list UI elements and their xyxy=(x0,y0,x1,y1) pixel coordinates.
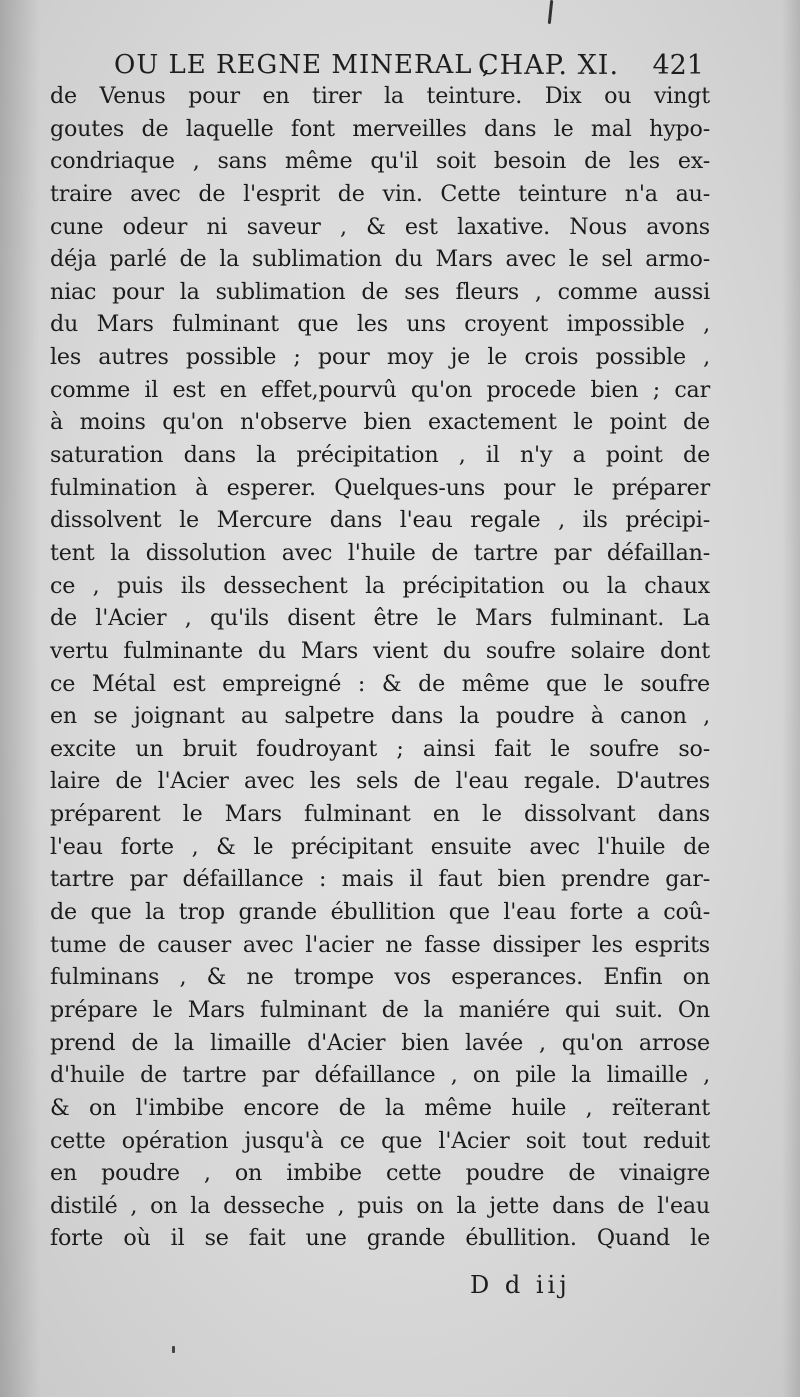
text-line: comme il est en effet,pourvû qu'on procede bien ; car xyxy=(50,376,710,403)
text-line: ce , puis ils dessechent la précipitation ou la chaux xyxy=(50,572,710,599)
text-line: de que la trop grande ébullition que l'eau forte a coû- xyxy=(50,899,710,926)
signature-mark: D d iij xyxy=(470,1271,571,1299)
text-line: à moins qu'on n'observe bien exactement le point de xyxy=(50,409,710,436)
page-number: 421 xyxy=(652,50,704,81)
ink-mark xyxy=(548,0,553,24)
text-line: laire de l'Acier avec les sels de l'eau regale. D'autres xyxy=(50,768,710,795)
text-line: déja parlé de la sublimation du Mars avec le sel armo- xyxy=(50,246,710,273)
text-line: les autres possible ; pour moy je le crois possible , xyxy=(50,344,710,371)
running-title: OU LE REGNE MINERAL , xyxy=(114,50,492,80)
text-line: distilé , on la desseche , puis on la jette dans de l'eau xyxy=(50,1192,710,1219)
text-line: cune odeur ni saveur , & est laxative. Nous avons xyxy=(50,213,710,240)
chapter-label: CHAP. XI. xyxy=(478,50,620,81)
text-line: d'huile de tartre par défaillance , on pile la limaille , xyxy=(50,1062,710,1089)
text-line: dissolvent le Mercure dans l'eau regale , ils précipi- xyxy=(50,507,710,534)
text-line: de Venus pour en tirer la teinture. Dix ou vingt xyxy=(50,83,710,109)
text-line: tent la dissolution avec l'huile de tartre par défaillan- xyxy=(50,539,710,566)
text-line: ce Métal est empreigné : & de même que le soufre xyxy=(50,670,710,697)
body-text xyxy=(50,80,710,1255)
text-line: & on l'imbibe encore de la même huile , reïterant xyxy=(50,1094,710,1121)
text-line: saturation dans la précipitation , il n'y a point de xyxy=(50,442,710,469)
text-line: vertu fulminante du Mars vient du soufre solaire dont xyxy=(50,637,710,664)
text-line: fulminans , & ne trompe vos esperances. Enfin on xyxy=(50,964,710,991)
text-line: préparent le Mars fulminant en le dissolvant dans xyxy=(50,801,710,828)
text-line: traire avec de l'esprit de vin. Cette teinture n'a au- xyxy=(50,180,710,207)
text-line: excite un bruit foudroyant ; ainsi fait le soufre so- xyxy=(50,735,710,762)
text-line: prépare le Mars fulminant de la maniére qui suit. On xyxy=(50,996,710,1023)
edge-shadow xyxy=(782,0,800,1397)
text-line: goutes de laquelle font merveilles dans le mal hypo- xyxy=(50,115,710,142)
text-line: l'eau forte , & le précipitant ensuite avec l'huile de xyxy=(50,833,710,860)
text-line: tartre par défaillance : mais il faut bien prendre gar- xyxy=(50,866,710,893)
text-line: cette opération jusqu'à ce que l'Acier soit tout reduit xyxy=(50,1127,710,1154)
text-line: tume de causer avec l'acier ne fasse dissiper les esprits xyxy=(50,931,710,958)
text-line: condriaque , sans même qu'il soit besoin de les ex- xyxy=(50,148,710,175)
text-line: de l'Acier , qu'ils disent être le Mars fulminant. La xyxy=(50,605,710,632)
text-line: en se joignant au salpetre dans la poudre à canon , xyxy=(50,703,710,730)
text-line: forte où il se fait une grande ébullition. Quand le xyxy=(50,1225,710,1252)
text-line: prend de la limaille d'Acier bien lavée , qu'on arrose xyxy=(50,1029,710,1056)
text-line: en poudre , on imbibe cette poudre de vinaigre xyxy=(50,1160,710,1187)
ink-speck xyxy=(172,1346,175,1353)
text-line: du Mars fulminant que les uns croyent impossible , xyxy=(50,311,710,338)
text-line: fulmination à esperer. Quelques-uns pour le préparer xyxy=(50,474,710,501)
gutter-shadow xyxy=(0,0,40,1397)
text-line: niac pour la sublimation de ses fleurs , comme aussi xyxy=(50,278,710,305)
